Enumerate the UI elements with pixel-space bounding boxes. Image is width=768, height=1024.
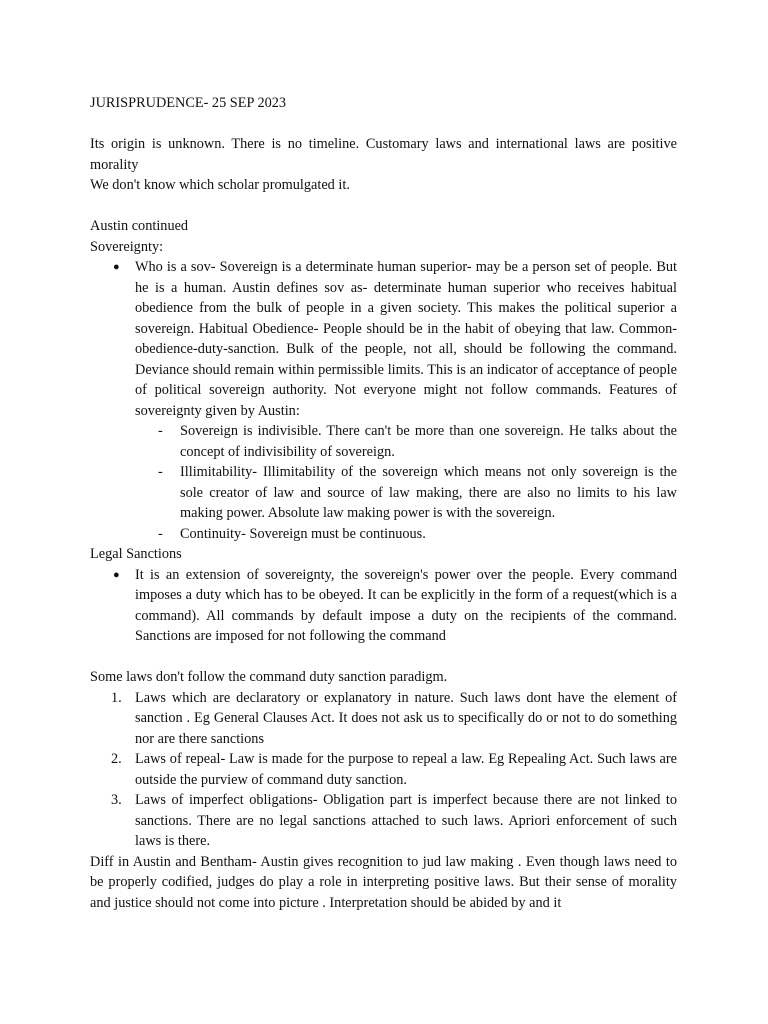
diff-paragraph: Diff in Austin and Bentham- Austin gives recognition to jud law making . Even though laws need to be properly codified, judges do play a role in interpreting positive laws. But their sense of morality and justice should not come into picture . Interpretation should be abided by and it (90, 853, 677, 911)
sovereignty-bullet-text: Who is a sov- Sovereign is a determinate human superior- may be a person set of people. But he is a human. Austin defines sov as- determinate human superior who receives habitual obedience from the bulk of people in a given society. This makes the political superior a sovereign. Habitual Obedience- People should be in the habit of obeying that law. Common-obedience-duty-sanction. Bulk of the people, not all, should be following the command. Deviance should remain within permissible limits. This is an indicator of acceptance of people of political sovereign authority. Not everyone might not follow commands. Features of sovereignty given by Austin: (135, 259, 677, 419)
list-item: - Sovereign is indivisible. There can't be more than one sovereign. He talks about the concept of indivisibility of sovereign. (180, 421, 677, 462)
intro-paragraph: Its origin is unknown. There is no timeline. Customary laws and international laws are positive morality (90, 136, 677, 173)
exceptions-numbered-list (90, 688, 677, 852)
list-item-text: Laws which are declaratory or explanatory in nature. Such laws dont have the element of sanction . Eg General Clauses Act. It does not ask us to specifically do or not to do something nor are there sanctions (135, 689, 677, 747)
blank-line (90, 647, 677, 668)
list-number: 3. (111, 792, 122, 808)
list-item: ● It is an extension of sovereignty, the sovereign's power over the people. Every command imposes a duty which has to be obeyed. It can be explicitly in the form of a request(which is a command). All commands by default impose a duty on the recipients of the command. Sanctions are imposed for not following the command (135, 565, 677, 647)
sovereignty-features-list (135, 421, 677, 544)
document-page (90, 93, 677, 913)
list-number: 2. (111, 751, 122, 767)
section-heading-legal-sanctions: Legal Sanctions (90, 546, 182, 562)
list-item: - Continuity- Sovereign must be continuous. (180, 524, 677, 545)
section-subheading-sovereignty: Sovereignty: (90, 238, 164, 255)
blank-line (90, 114, 677, 135)
blank-line (90, 196, 677, 217)
list-item (135, 257, 677, 544)
list-item (111, 749, 677, 790)
section-heading-austin: Austin continued (90, 218, 189, 234)
intro-paragraph-2: We don't know which scholar promulgated it. (90, 177, 350, 193)
list-number: 1. (111, 689, 122, 706)
sovereignty-bullet-list (90, 257, 677, 544)
legal-sanctions-bullet-list (90, 565, 677, 647)
list-item (111, 790, 677, 852)
list-item (111, 688, 677, 750)
list-item-text: Laws of repeal- Law is made for the purpose to repeal a law. Eg Repealing Act. Such laws are outside the purview of command duty sanction. (135, 751, 677, 788)
list-item: - Illimitability- Illimitability of the sovereign which means not only sovereign is the sole creator of law and source of law making, there are also no limits to his law making power. Absolute law making power is with the sovereign. (180, 462, 677, 524)
document-title: JURISPRUDENCE- 25 SEP 2023 (90, 95, 287, 111)
list-item-text: Laws of imperfect obligations- Obligation part is imperfect because there are not linked to sanctions. There are no legal sanctions attached to such laws. Apriori enforcement of such laws is there. (135, 792, 677, 849)
exceptions-intro: Some laws don't follow the command duty sanction paradigm. (90, 669, 448, 685)
